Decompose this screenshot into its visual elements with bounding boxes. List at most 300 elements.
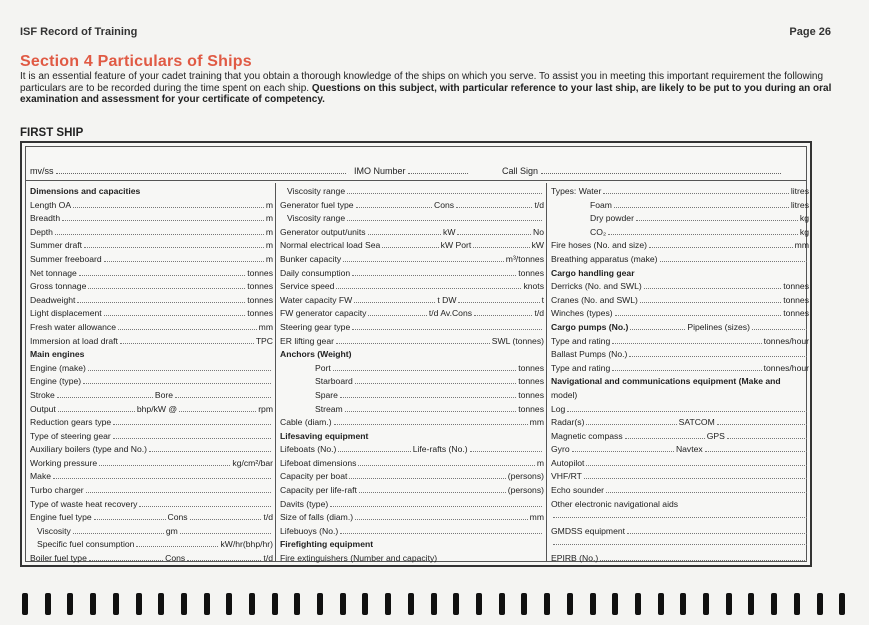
field-unit: tonnes/hour: [763, 335, 809, 346]
field-blank[interactable]: [548, 512, 811, 526]
field-fire-extinguishers-number-and-capacity: [277, 553, 546, 567]
field-turbo-charger[interactable]: [27, 485, 275, 499]
field-radar-s[interactable]: [548, 417, 811, 431]
fill-in-leader: [615, 310, 782, 316]
fill-in-leader: [553, 539, 807, 545]
field-label: Spare: [315, 389, 338, 400]
field-label: Breathing apparatus (make): [551, 253, 658, 264]
field-unit: kW/hr(bhp/hr): [220, 539, 273, 550]
fill-in-leader: [175, 392, 271, 398]
fill-in-leader: [368, 229, 442, 235]
binding-ring: [748, 593, 754, 615]
fill-in-leader: [84, 242, 264, 248]
fill-in-leader: [458, 297, 539, 303]
binding-ring: [680, 593, 686, 615]
field-unit: m³/tonnes: [505, 253, 544, 264]
field-unit: m: [265, 253, 273, 264]
field-log[interactable]: [548, 404, 811, 418]
field-label: Type of waste heat recovery: [30, 498, 138, 509]
field-unit: tonnes: [518, 267, 544, 278]
field-label: Stream: [315, 403, 343, 414]
fill-in-leader: [336, 283, 521, 289]
field-sublabel: Cons: [167, 512, 188, 523]
binding-ring: [226, 593, 232, 615]
field-label: ER lifting gear: [280, 335, 334, 346]
binding-ring: [431, 593, 437, 615]
field-label: Daily consumption: [280, 267, 351, 278]
fill-in-leader: [120, 338, 254, 344]
fill-in-leader: [88, 365, 271, 371]
field-label: Viscosity range: [287, 213, 346, 224]
field-blank[interactable]: [548, 539, 811, 553]
call-sign-field[interactable]: [502, 166, 781, 176]
field-unit: m: [265, 199, 273, 210]
field-light-displacement[interactable]: [27, 308, 275, 322]
field-label: FW generator capacity: [280, 308, 367, 319]
field-unit: mm: [258, 321, 273, 332]
field-label: Turbo charger: [30, 485, 84, 496]
intro-bold-text: Questions on this subject, with particular reference to your last ship, are likely to be put to you during an oral examination and assessment for your certificate of competency.: [20, 82, 832, 105]
fill-in-leader: [705, 446, 807, 452]
field-spare[interactable]: [277, 390, 546, 404]
field-sublabel: gm: [165, 525, 178, 536]
field-lifeboat-dimensions[interactable]: [277, 458, 546, 472]
field-bunker-capacity[interactable]: [277, 254, 546, 268]
binding-ring: [204, 593, 210, 615]
field-unit: (persons): [507, 485, 544, 496]
field-unit: t/d: [263, 553, 274, 564]
field-cargo-pumps-no[interactable]: [548, 322, 811, 336]
binding-ring: [45, 593, 51, 615]
field-label: Size of falls (diam.): [280, 512, 354, 523]
field-label: Breadth: [30, 213, 61, 224]
field-summer-draft[interactable]: [27, 240, 275, 254]
field-sublabel: bhp/kW @: [136, 403, 178, 414]
fill-in-leader: [94, 514, 166, 520]
field-label: Navigational and communications equipment (Make and: [551, 376, 781, 387]
field-type-and-rating[interactable]: [548, 336, 811, 350]
field-label: Immersion at load draft: [30, 335, 118, 346]
fill-in-leader: [349, 473, 505, 479]
field-type-and-rating[interactable]: [548, 363, 811, 377]
field-label: Summer draft: [30, 240, 83, 251]
field-fresh-water-allowance[interactable]: [27, 322, 275, 336]
field-label: Generator fuel type: [280, 199, 354, 210]
field-viscosity-range[interactable]: [277, 186, 546, 200]
field-unit: tonnes: [518, 362, 544, 373]
fill-in-leader: [99, 460, 230, 466]
field-unit: mm: [529, 512, 544, 523]
field-unit: tonnes: [247, 308, 273, 319]
fill-in-leader: [584, 473, 807, 479]
field-type-of-waste-heat-recovery[interactable]: [27, 499, 275, 513]
field-cable-diam[interactable]: [277, 417, 546, 431]
field-cranes-no-and-swl[interactable]: [548, 295, 811, 309]
field-label: Fire hoses (No. and size): [551, 240, 647, 251]
field-size-of-falls-diam[interactable]: [277, 512, 546, 526]
fill-in-leader: [136, 541, 218, 547]
fill-in-leader: [149, 446, 271, 452]
field-gyro[interactable]: [548, 444, 811, 458]
binding-ring: [499, 593, 505, 615]
field-label: Normal electrical load Sea: [280, 240, 381, 251]
fill-in-leader: [629, 351, 807, 357]
field-lifesaving-equipment: [277, 431, 546, 445]
fill-in-leader: [630, 324, 685, 330]
field-unit: tonnes: [783, 281, 809, 292]
field-label: Make: [30, 471, 52, 482]
binding-ring: [521, 593, 527, 615]
field-port[interactable]: [277, 363, 546, 377]
field-generator-output-units[interactable]: [277, 227, 546, 241]
field-unit: TPC: [255, 335, 273, 346]
fill-in-leader: [190, 514, 262, 520]
binding-ring: [90, 593, 96, 615]
fill-in-leader: [179, 406, 256, 412]
field-net-tonnage[interactable]: [27, 268, 275, 282]
column-dimensions-engines: [27, 183, 276, 564]
field-fire-hoses-no-and-size[interactable]: [548, 240, 811, 254]
fill-in-leader: [53, 473, 271, 479]
fill-in-leader: [343, 256, 504, 262]
field-types-water[interactable]: [548, 186, 811, 200]
field-winches-types[interactable]: [548, 308, 811, 322]
fill-in-leader: [187, 555, 261, 561]
field-unit: kg: [799, 213, 809, 224]
binding-ring: [362, 593, 368, 615]
field-unit: knots: [523, 281, 544, 292]
binding-ring: [249, 593, 255, 615]
field-label: Foam: [590, 199, 612, 210]
field-daily-consumption[interactable]: [277, 268, 546, 282]
field-unit: tonnes: [247, 281, 273, 292]
binding-ring: [726, 593, 732, 615]
fill-in-leader: [606, 487, 807, 493]
field-unit: m: [536, 457, 544, 468]
fill-in-leader: [330, 501, 542, 507]
field-engine-type[interactable]: [27, 376, 275, 390]
field-label: Log: [551, 403, 566, 414]
fill-in-leader: [368, 310, 426, 316]
field-label: Water capacity FW: [280, 294, 353, 305]
fill-in-leader: [113, 433, 271, 439]
fill-in-leader: [79, 270, 245, 276]
field-lifeboats-no[interactable]: [277, 444, 546, 458]
field-stream[interactable]: [277, 404, 546, 418]
field-label: VHF/RT: [551, 471, 582, 482]
fill-in-leader: [356, 202, 432, 208]
fill-in-leader: [636, 215, 798, 221]
binding-ring: [771, 593, 777, 615]
field-label: Depth: [30, 226, 53, 237]
field-engine-fuel-type[interactable]: [27, 512, 275, 526]
field-label: Auxiliary boilers (type and No.): [30, 444, 148, 455]
call-sign-label: Call Sign: [502, 166, 539, 176]
fill-in-leader: [347, 215, 542, 221]
field-label: Bunker capacity: [280, 253, 342, 264]
field-unit: rpm: [258, 403, 273, 414]
field-unit: litres: [790, 199, 809, 210]
field-water-capacity-fw[interactable]: [277, 295, 546, 309]
field-type-of-steering-gear[interactable]: [27, 431, 275, 445]
field-label: Steering gear type: [280, 321, 351, 332]
field-make[interactable]: [27, 471, 275, 485]
field-unit: SWL (tonnes): [491, 335, 544, 346]
field-boiler-fuel-type[interactable]: [27, 553, 275, 567]
imo-label: IMO Number: [354, 166, 406, 176]
field-derricks-no-and-swl[interactable]: [548, 281, 811, 295]
field-unit: mm: [529, 417, 544, 428]
field-cargo-handling-gear: [548, 268, 811, 282]
field-sublabel: Navtex: [675, 444, 703, 455]
field-ballast-pumps-no[interactable]: [548, 349, 811, 363]
field-label: Stroke: [30, 389, 55, 400]
field-unit: tonnes: [783, 294, 809, 305]
field-echo-sounder[interactable]: [548, 485, 811, 499]
field-unit: litres: [790, 186, 809, 196]
field-dimensions-and-capacities: [27, 186, 275, 200]
fill-in-leader: [118, 324, 257, 330]
column-firefighting-navigation: [548, 183, 811, 564]
fill-in-leader: [62, 215, 264, 221]
fill-in-leader: [104, 256, 264, 262]
field-auxiliary-boilers-type-and-no[interactable]: [27, 444, 275, 458]
field-label: Starboard: [315, 376, 353, 387]
fill-in-leader: [649, 242, 793, 248]
field-summer-freeboard[interactable]: [27, 254, 275, 268]
field-unit: (persons): [507, 471, 544, 482]
field-label: Lifeboat dimensions: [280, 457, 357, 468]
fill-in-leader: [640, 297, 781, 303]
intro-paragraph: [20, 71, 835, 106]
field-label: Summer freeboard: [30, 253, 102, 264]
field-generator-fuel-type[interactable]: [277, 200, 546, 214]
binding-ring: [658, 593, 664, 615]
field-epirb-no[interactable]: [548, 553, 811, 567]
field-label: Cargo pumps (No.): [551, 321, 629, 332]
fill-in-leader: [586, 419, 676, 425]
field-label: Radar(s): [551, 417, 585, 428]
binding-ring: [567, 593, 573, 615]
section-title: Section 4 Particulars of Ships: [20, 53, 252, 70]
mvss-field[interactable]: [30, 166, 346, 176]
binding-ring: [612, 593, 618, 615]
field-depth[interactable]: [27, 227, 275, 241]
field-label: Lifeboats (No.): [280, 444, 337, 455]
field-dry-powder[interactable]: [548, 213, 811, 227]
field-stroke[interactable]: [27, 390, 275, 404]
field-label: Working pressure: [30, 457, 98, 468]
field-label: Cargo handling gear: [551, 267, 635, 278]
fill-in-leader: [352, 270, 516, 276]
field-label: Derricks (No. and SWL): [551, 281, 642, 292]
field-output[interactable]: [27, 404, 275, 418]
field-sublabel: Cons: [165, 553, 186, 564]
binding-ring: [340, 593, 346, 615]
field-label: Type and rating: [551, 335, 611, 346]
field-label: Viscosity range: [287, 186, 346, 196]
fill-in-leader: [717, 419, 807, 425]
field-lifebuoys-no[interactable]: [277, 526, 546, 540]
fill-in-leader: [58, 406, 135, 412]
field-main-engines: [27, 349, 275, 363]
field-davits-type[interactable]: [277, 499, 546, 513]
fill-in-leader: [586, 460, 807, 466]
field-reduction-gears-type[interactable]: [27, 417, 275, 431]
binding-ring: [453, 593, 459, 615]
fill-in-leader: [345, 406, 516, 412]
field-sublabel: t DW: [437, 294, 457, 305]
fill-in-leader: [104, 310, 246, 316]
ship-identity-row: [26, 147, 806, 181]
field-autopilot[interactable]: [548, 458, 811, 472]
field-label: Type of steering gear: [30, 430, 111, 441]
fill-in-leader: [355, 378, 516, 384]
fill-in-leader: [83, 378, 271, 384]
field-gross-tonnage[interactable]: [27, 281, 275, 295]
field-service-speed[interactable]: [277, 281, 546, 295]
running-header-title: ISF Record of Training: [20, 26, 138, 38]
field-foam[interactable]: [548, 200, 811, 214]
field-co[interactable]: [548, 227, 811, 241]
field-label: Dimensions and capacities: [30, 186, 141, 196]
field-label: Dry powder: [590, 213, 634, 224]
binding-ring: [703, 593, 709, 615]
field-label: Magnetic compass: [551, 430, 623, 441]
field-label: Gross tonnage: [30, 281, 87, 292]
binding-ring: [158, 593, 164, 615]
field-working-pressure[interactable]: [27, 458, 275, 472]
fill-in-leader: [340, 392, 516, 398]
fill-in-leader: [73, 202, 264, 208]
field-viscosity[interactable]: [27, 526, 275, 540]
field-other-electronic-navigational-aids: [548, 499, 811, 513]
fill-in-leader: [457, 229, 531, 235]
fill-in-leader: [752, 324, 807, 330]
form-frame: [25, 146, 807, 562]
field-label: Boiler fuel type: [30, 553, 87, 564]
fill-in-leader: [627, 528, 807, 534]
field-label: Reduction gears type: [30, 417, 112, 428]
spiral-binding: [0, 593, 869, 625]
field-specific-fuel-consumption[interactable]: [27, 539, 275, 553]
binding-ring: [294, 593, 300, 615]
field-capacity-per-life-raft[interactable]: [277, 485, 546, 499]
field-sublabel: Bore: [154, 389, 173, 400]
field-magnetic-compass[interactable]: [548, 431, 811, 445]
field-length-oa[interactable]: [27, 200, 275, 214]
fill-in-leader: [572, 446, 674, 452]
fill-in-leader: [55, 229, 264, 235]
field-label: Type and rating: [551, 362, 611, 373]
field-breathing-apparatus-make[interactable]: [548, 254, 811, 268]
field-immersion-at-load-draft[interactable]: [27, 336, 275, 350]
field-label: GMDSS equipment: [551, 525, 626, 536]
field-label: Other electronic navigational aids: [551, 498, 679, 509]
fill-in-leader: [333, 365, 516, 371]
field-label: Net tonnage: [30, 267, 77, 278]
field-label: Cable (diam.): [280, 417, 332, 428]
field-label: EPIRB (No.): [551, 553, 599, 564]
field-label: Capacity per life-raft: [280, 485, 357, 496]
fill-in-leader: [86, 487, 271, 493]
page-number: Page 26: [789, 26, 831, 38]
fill-in-leader: [727, 433, 807, 439]
field-unit: tonnes: [247, 267, 273, 278]
field-sublabel: kW: [443, 226, 456, 237]
field-breadth[interactable]: [27, 213, 275, 227]
mvss-leader: [56, 167, 346, 174]
field-label: Engine (type): [30, 376, 82, 387]
binding-ring: [476, 593, 482, 615]
field-unit: tonnes: [247, 294, 273, 305]
field-unit: m: [265, 226, 273, 237]
binding-ring: [22, 593, 28, 615]
field-unit: tonnes: [518, 403, 544, 414]
fill-in-leader: [359, 487, 506, 493]
field-label: Davits (type): [280, 498, 329, 509]
ship-particulars-form: [20, 141, 812, 567]
field-sublabel: kW Port: [440, 240, 472, 251]
field-anchors-weight: [277, 349, 546, 363]
field-starboard[interactable]: [277, 376, 546, 390]
field-vhf-rt[interactable]: [548, 471, 811, 485]
field-label: Viscosity: [37, 525, 71, 536]
field-label: Winches (types): [551, 308, 613, 319]
binding-ring: [136, 593, 142, 615]
fill-in-leader: [382, 242, 438, 248]
field-label: Fresh water allowance: [30, 321, 116, 332]
field-unit: t: [541, 294, 544, 305]
field-er-lifting-gear[interactable]: [277, 336, 546, 350]
field-label: Autopilot: [551, 457, 585, 468]
field-unit: tonnes: [783, 308, 809, 319]
field-unit: t/d: [263, 512, 274, 523]
field-engine-make[interactable]: [27, 363, 275, 377]
call-sign-leader: [541, 167, 781, 174]
fill-in-leader: [334, 419, 528, 425]
field-unit: tonnes: [518, 376, 544, 387]
fill-in-leader: [567, 406, 807, 412]
field-gmdss-equipment[interactable]: [548, 526, 811, 540]
fill-in-leader: [660, 256, 807, 262]
fill-in-leader: [352, 324, 542, 330]
field-deadweight[interactable]: [27, 295, 275, 309]
field-fw-generator-capacity[interactable]: [277, 308, 546, 322]
field-label: Capacity per boat: [280, 471, 348, 482]
binding-ring: [817, 593, 823, 615]
fill-in-leader: [88, 283, 245, 289]
field-steering-gear-type[interactable]: [277, 322, 546, 336]
fill-in-leader: [180, 528, 271, 534]
fill-in-leader: [77, 297, 245, 303]
fill-in-leader: [336, 338, 490, 344]
column-machinery-lifesaving: [277, 183, 547, 564]
binding-ring: [181, 593, 187, 615]
field-unit: mm: [794, 240, 809, 251]
field-normal-electrical-load-sea[interactable]: [277, 240, 546, 254]
field-capacity-per-boat[interactable]: [277, 471, 546, 485]
binding-ring: [635, 593, 641, 615]
field-viscosity-range[interactable]: [277, 213, 546, 227]
imo-number-field[interactable]: [354, 166, 468, 176]
field-sublabel: Pipelines (sizes): [687, 321, 750, 332]
binding-ring: [113, 593, 119, 615]
field-unit: kW: [531, 240, 545, 251]
field-label: Deadweight: [30, 294, 76, 305]
field-label: Firefighting equipment: [280, 539, 374, 550]
fill-in-leader: [355, 514, 528, 520]
